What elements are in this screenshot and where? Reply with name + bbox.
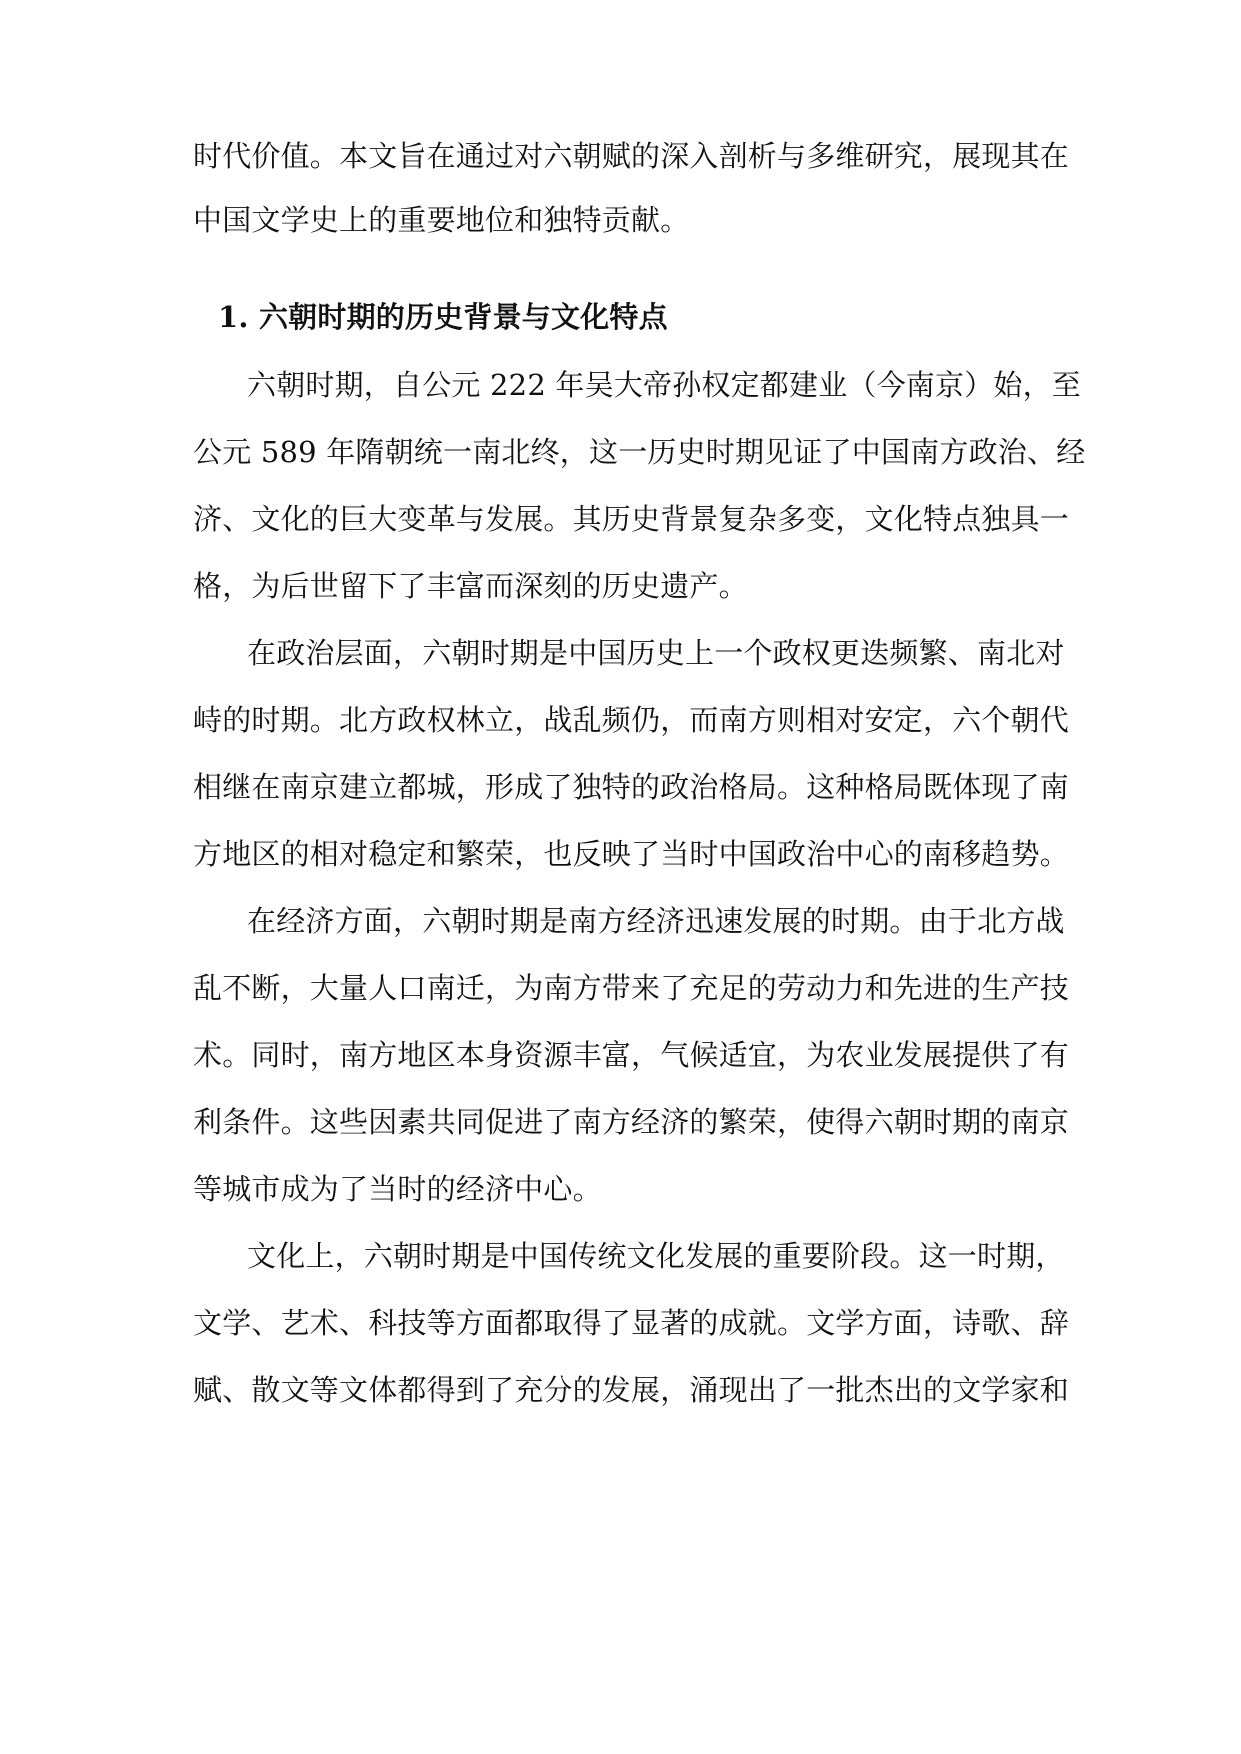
paragraph3-line-5: 等城市成为了当时的经济中心。 [193, 1172, 602, 1206]
paragraph1-line-1: 六朝时期，自公元 222 年吴大帝孙权定都建业（今南京）始，至 [247, 368, 1081, 402]
intro-line-2: 中国文学史上的重要地位和独特贡献。 [193, 203, 690, 237]
paragraph3-line-2: 乱不断，大量人口南迁，为南方带来了充足的劳动力和先进的生产技 [193, 971, 1070, 1005]
paragraph2-line-3: 相继在南京建立都城，形成了独特的政治格局。这种格局既体现了南 [193, 770, 1070, 804]
paragraph3-line-3: 术。同时，南方地区本身资源丰富，气候适宜，为农业发展提供了有 [193, 1038, 1070, 1072]
paragraph3-line-1: 在经济方面，六朝时期是南方经济迅速发展的时期。由于北方战 [247, 904, 1065, 938]
paragraph1-line-2: 公元 589 年隋朝统一南北终，这一历史时期见证了中国南方政治、经 [193, 435, 1086, 469]
paragraph4-line-2: 文学、艺术、科技等方面都取得了显著的成就。文学方面，诗歌、辞 [193, 1306, 1070, 1340]
paragraph2-line-2: 峙的时期。北方政权林立，战乱频仍，而南方则相对安定，六个朝代 [193, 703, 1070, 737]
paragraph3-line-4: 利条件。这些因素共同促进了南方经济的繁荣，使得六朝时期的南京 [193, 1105, 1070, 1139]
paragraph4-line-1: 文化上，六朝时期是中国传统文化发展的重要阶段。这一时期， [247, 1239, 1065, 1273]
paragraph4-line-3: 赋、散文等文体都得到了充分的发展，涌现出了一批杰出的文学家和 [193, 1373, 1070, 1407]
section-heading: 1. 六朝时期的历史背景与文化特点 [218, 300, 668, 334]
paragraph1-line-3: 济、文化的巨大变革与发展。其历史背景复杂多变，文化特点独具一 [193, 502, 1070, 536]
paragraph2-line-1: 在政治层面，六朝时期是中国历史上一个政权更迭频繁、南北对 [247, 636, 1065, 670]
paragraph2-line-4: 方地区的相对稳定和繁荣，也反映了当时中国政治中心的南移趋势。 [193, 837, 1070, 871]
intro-line-1: 时代价值。本文旨在通过对六朝赋的深入剖析与多维研究，展现其在 [193, 139, 1070, 173]
paragraph1-line-4: 格，为后世留下了丰富而深刻的历史遗产。 [193, 569, 748, 603]
